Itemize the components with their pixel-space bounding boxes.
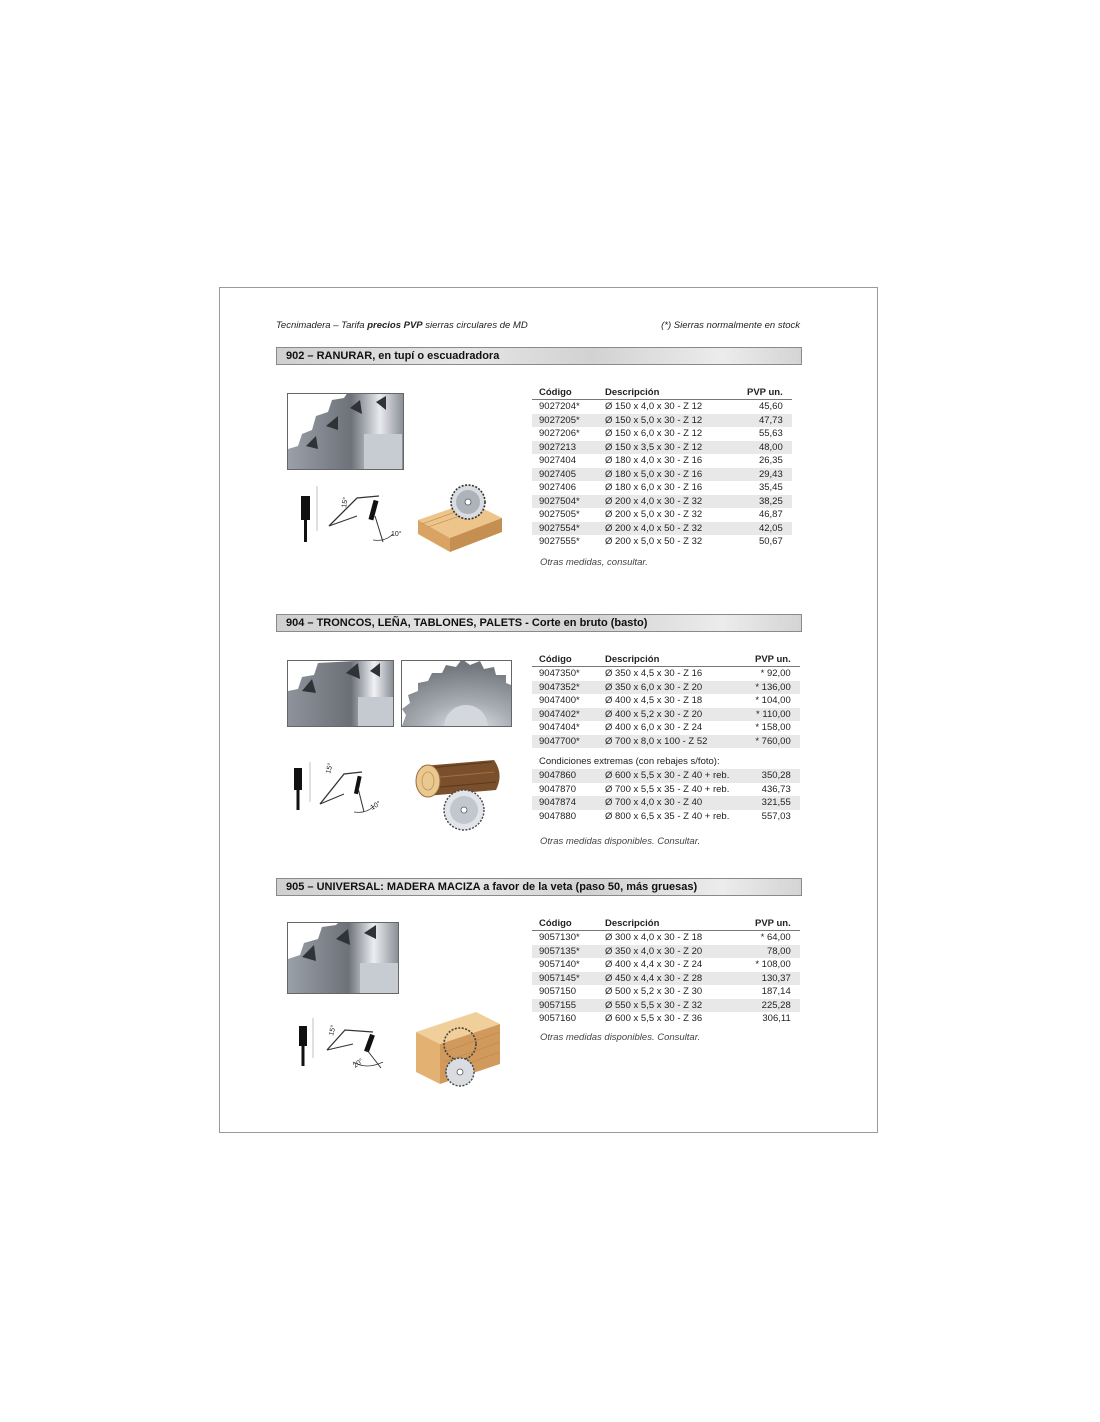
- code-cell: 9027554*: [532, 522, 598, 536]
- price-cell: 557,03: [761, 810, 791, 822]
- table-row: [532, 481, 792, 495]
- angle-label: 10°: [391, 531, 402, 538]
- table-row: [532, 667, 800, 681]
- angle-label: 10°: [369, 800, 383, 812]
- code-cell: 9057140*: [539, 959, 580, 971]
- table-row: [532, 931, 800, 945]
- price-cell: 35,45: [758, 482, 783, 494]
- description-cell: Ø 150 x 4,0 x 30 - Z 12: [605, 401, 703, 413]
- log-cutting-illustration-904: [412, 756, 504, 832]
- description-cell: Ø 180 x 5,0 x 30 - Z 16: [598, 468, 740, 482]
- saw-blade-icon: [288, 923, 398, 993]
- column-header-description: Descripción: [598, 652, 748, 667]
- price-cell: * 64,00: [760, 932, 791, 944]
- price-cell: 48,00: [740, 441, 792, 455]
- table-row: [532, 694, 800, 708]
- column-header-price: PVP un.: [748, 916, 800, 931]
- table-row: [532, 810, 800, 824]
- wood-ripping-illustration-905: [412, 1008, 504, 1090]
- price-cell: 38,25: [740, 495, 792, 509]
- table-row: [532, 468, 792, 482]
- table-row: [532, 414, 792, 428]
- code-cell: 9057145*: [532, 972, 598, 986]
- table-row: [532, 508, 792, 522]
- price-cell: * 110,00: [748, 708, 800, 722]
- price-table-902: [532, 385, 792, 549]
- price-cell: 78,00: [748, 945, 800, 959]
- blade-photo-902: [287, 393, 404, 470]
- description-cell: Ø 180 x 6,0 x 30 - Z 16: [605, 482, 703, 494]
- code-cell: 9057130*: [539, 932, 580, 944]
- price-cell: 42,05: [740, 522, 792, 536]
- blade-photo-904-a: [287, 660, 394, 727]
- table-row: [532, 400, 792, 414]
- price-list-page: [219, 287, 878, 1133]
- table-row: [532, 796, 800, 810]
- price-cell: 350,28: [748, 769, 800, 783]
- code-cell: 9047700*: [532, 735, 598, 749]
- code-cell: 9057160: [539, 1013, 576, 1025]
- code-cell: 9027555*: [539, 536, 580, 548]
- price-cell: 47,73: [740, 414, 792, 428]
- code-cell: 9027406: [539, 482, 576, 494]
- description-cell: Ø 450 x 4,4 x 30 - Z 28: [598, 972, 748, 986]
- table-header-row: [532, 916, 800, 931]
- price-cell: * 136,00: [748, 681, 800, 695]
- price-cell: 29,43: [740, 468, 792, 482]
- description-cell: Ø 400 x 4,4 x 30 - Z 24: [605, 959, 703, 971]
- code-cell: 9047402*: [532, 708, 598, 722]
- price-cell: * 158,00: [755, 722, 791, 734]
- blade-photo-905: [287, 922, 399, 994]
- table-subheading-row: [532, 748, 800, 769]
- angle-label: 20°: [352, 1057, 365, 1070]
- code-cell: 9027504*: [532, 495, 598, 509]
- angle-label: 15°: [341, 496, 350, 509]
- description-cell: Ø 700 x 4,0 x 30 - Z 40: [598, 796, 748, 810]
- price-cell: * 92,00: [760, 668, 791, 680]
- description-cell: Ø 150 x 3,5 x 30 - Z 12: [598, 441, 740, 455]
- table-row: [532, 769, 800, 783]
- description-cell: Ø 800 x 6,5 x 35 - Z 40 + reb.: [605, 810, 730, 822]
- code-cell: 9047404*: [539, 722, 580, 734]
- code-cell: 9057135*: [532, 945, 598, 959]
- price-cell: 130,37: [748, 972, 800, 986]
- note-902: Otras medidas, consultar.: [540, 557, 648, 568]
- document-header-left: Tecnimadera – Tarifa precios PVP sierras circulares de MD: [276, 320, 528, 331]
- code-cell: 9027204*: [539, 401, 580, 413]
- price-cell: 225,28: [748, 999, 800, 1013]
- code-cell: 9027405: [532, 468, 598, 482]
- blade-photo-904-b: [401, 660, 512, 727]
- code-cell: 9047880: [539, 810, 576, 822]
- description-cell: Ø 180 x 4,0 x 30 - Z 16: [605, 455, 703, 467]
- code-cell: 9047350*: [539, 668, 580, 680]
- code-cell: 9057155: [532, 999, 598, 1013]
- code-cell: 9027205*: [532, 414, 598, 428]
- price-cell: 55,63: [758, 428, 783, 440]
- table-row: [532, 708, 800, 722]
- wood-grooving-illustration-902: [418, 482, 502, 554]
- table-row: [532, 999, 800, 1013]
- description-cell: Ø 550 x 5,5 x 30 - Z 32: [598, 999, 748, 1013]
- section-title-904: 904 – TRONCOS, LEÑA, TABLONES, PALETS - Corte en bruto (basto): [276, 614, 802, 632]
- price-table-905: [532, 916, 800, 1026]
- price-cell: * 104,00: [755, 695, 791, 707]
- description-cell: Ø 600 x 5,5 x 30 - Z 40 + reb.: [598, 769, 748, 783]
- column-header-description: Descripción: [598, 385, 740, 400]
- saw-blade-icon: [402, 661, 511, 726]
- code-cell: 9047870: [539, 783, 576, 795]
- table-row: [532, 721, 800, 735]
- column-header-description: Descripción: [598, 916, 748, 931]
- angle-label: 15°: [328, 1024, 338, 1037]
- description-cell: Ø 350 x 4,5 x 30 - Z 16: [605, 668, 703, 680]
- code-cell: 9057150: [539, 986, 576, 998]
- table-row: [532, 427, 792, 441]
- price-cell: * 108,00: [755, 959, 791, 971]
- table-row: [532, 972, 800, 986]
- column-header-price: PVP un.: [740, 385, 792, 400]
- price-cell: 306,11: [762, 1013, 791, 1025]
- angle-label: 15°: [325, 762, 335, 775]
- saw-blade-icon: [288, 661, 393, 726]
- description-cell: Ø 300 x 4,0 x 30 - Z 18: [605, 932, 703, 944]
- code-cell: 9027505*: [539, 509, 580, 521]
- code-cell: 9047874: [532, 796, 598, 810]
- table-header-row: [532, 385, 792, 400]
- table-subheading: Condiciones extremas (con rebajes s/foto):: [539, 756, 720, 767]
- table-header-row: [532, 652, 800, 667]
- code-cell: 9027206*: [539, 428, 580, 440]
- table-row: [532, 441, 792, 455]
- section-title-902: 902 – RANURAR, en tupí o escuadradora: [276, 347, 802, 365]
- table-row: [532, 454, 792, 468]
- column-header-code: Código: [532, 652, 598, 667]
- stock-note: (*) Sierras normalmente en stock: [661, 320, 800, 331]
- table-row: [532, 522, 792, 536]
- price-cell: 26,35: [758, 455, 783, 467]
- price-cell: 321,55: [748, 796, 800, 810]
- saw-blade-icon: [288, 394, 403, 469]
- price-cell: 50,67: [758, 536, 783, 548]
- description-cell: Ø 150 x 5,0 x 30 - Z 12: [598, 414, 740, 428]
- note-905: Otras medidas disponibles. Consultar.: [540, 1032, 701, 1043]
- code-cell: 9047860: [532, 769, 598, 783]
- description-cell: Ø 700 x 8,0 x 100 - Z 52: [598, 735, 748, 749]
- section-title-905: 905 – UNIVERSAL: MADERA MACIZA a favor de la veta (paso 50, más gruesas): [276, 878, 802, 896]
- table-row: [532, 783, 800, 797]
- description-cell: Ø 200 x 4,0 x 30 - Z 32: [598, 495, 740, 509]
- table-row: [532, 1012, 800, 1026]
- table-row: [532, 735, 800, 749]
- code-cell: 9047352*: [532, 681, 598, 695]
- description-cell: Ø 200 x 5,0 x 50 - Z 32: [605, 536, 703, 548]
- table-row: [532, 681, 800, 695]
- price-cell: 187,14: [761, 986, 791, 998]
- description-cell: Ø 500 x 5,2 x 30 - Z 30: [605, 986, 703, 998]
- description-cell: Ø 400 x 6,0 x 30 - Z 24: [605, 722, 703, 734]
- code-cell: 9027404: [539, 455, 576, 467]
- description-cell: Ø 150 x 6,0 x 30 - Z 12: [605, 428, 703, 440]
- column-header-price: PVP un.: [748, 652, 800, 667]
- price-cell: 45,60: [758, 401, 783, 413]
- description-cell: Ø 600 x 5,5 x 30 - Z 36: [605, 1013, 703, 1025]
- tooth-angle-diagram-904: [292, 762, 392, 818]
- price-cell: 436,73: [761, 783, 791, 795]
- description-cell: Ø 350 x 4,0 x 30 - Z 20: [598, 945, 748, 959]
- tooth-angle-diagram-905: [297, 1018, 397, 1074]
- price-cell: * 760,00: [748, 735, 800, 749]
- code-cell: 9047400*: [539, 695, 580, 707]
- table-row: [532, 958, 800, 972]
- table-row: [532, 535, 792, 549]
- description-cell: Ø 400 x 5,2 x 30 - Z 20: [598, 708, 748, 722]
- description-cell: Ø 350 x 6,0 x 30 - Z 20: [598, 681, 748, 695]
- description-cell: Ø 400 x 4,5 x 30 - Z 18: [605, 695, 703, 707]
- price-table-904: [532, 652, 800, 823]
- table-row: [532, 945, 800, 959]
- column-header-code: Código: [532, 385, 598, 400]
- description-cell: Ø 700 x 5,5 x 35 - Z 40 + reb.: [605, 783, 730, 795]
- column-header-code: Código: [532, 916, 598, 931]
- tooth-angle-diagram-902: [297, 486, 412, 546]
- table-row: [532, 495, 792, 509]
- note-904: Otras medidas disponibles. Consultar.: [540, 836, 701, 847]
- price-cell: 46,87: [758, 509, 783, 521]
- description-cell: Ø 200 x 4,0 x 50 - Z 32: [598, 522, 740, 536]
- table-row: [532, 985, 800, 999]
- code-cell: 9027213: [532, 441, 598, 455]
- description-cell: Ø 200 x 5,0 x 30 - Z 32: [605, 509, 703, 521]
